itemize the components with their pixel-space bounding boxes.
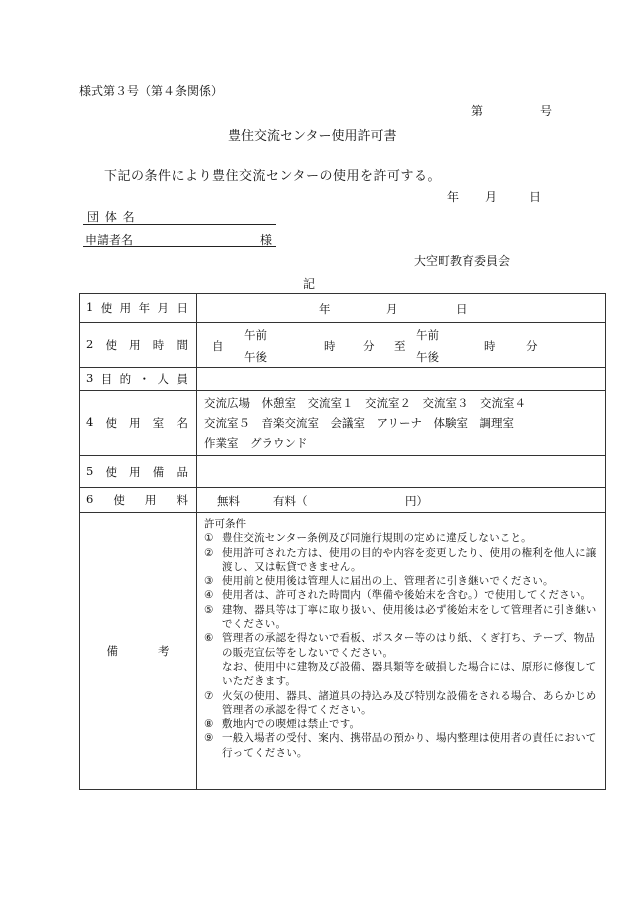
- condition-1: ① 豊住交流センター条例及び同施行規則の定めに違反しないこと。: [204, 532, 532, 545]
- ki-mark: 記: [303, 277, 316, 291]
- fee-yen: 円）: [405, 494, 428, 508]
- applicant-honorific: 様: [260, 233, 273, 247]
- condition-7: ⑦ 火気の使用、器具、諸道具の持込み及び特別な設備をされる場合、あらかじめ管理者の承認を得てください。: [204, 689, 597, 716]
- label-fee: 6 使 用 料: [80, 488, 197, 513]
- time-to-minute: 分: [526, 339, 538, 353]
- row-usage-time: [80, 323, 606, 368]
- applicant-label: 申請者名: [85, 233, 134, 247]
- time-from: 自: [212, 339, 224, 353]
- usage-time-field[interactable]: [197, 323, 606, 368]
- condition-8: ⑧ 敷地内での喫煙は禁止です。: [204, 718, 361, 731]
- row-purpose: [80, 368, 606, 391]
- purpose-field[interactable]: [197, 368, 606, 391]
- date-month: 月: [485, 190, 498, 204]
- time-from-am: 午前: [244, 328, 267, 342]
- usage-date-field[interactable]: [197, 294, 606, 323]
- permit-table: [79, 293, 606, 790]
- usage-day-unit: 日: [456, 302, 468, 316]
- rooms-field[interactable]: [197, 391, 606, 456]
- condition-6: ⑥ 管理者の承認を得ないで看板、ポスター等のはり紙、くぎ打ち、テープ、物品の販売宣伝等をしないでください。: [204, 632, 596, 659]
- time-to: 至: [394, 339, 406, 353]
- rooms-line-1: 交流広場 休憩室 交流室１ 交流室２ 交流室３ 交流室４: [204, 396, 526, 410]
- label-usage-date: 1 使 用 年 月 日: [80, 294, 197, 323]
- fee-free-option[interactable]: 無料: [217, 494, 240, 508]
- conditions-heading: 許可条件: [204, 518, 246, 530]
- time-to-hour: 時: [484, 339, 496, 353]
- time-from-minute: 分: [363, 339, 375, 353]
- time-to-pm: 午後: [416, 350, 439, 364]
- row-fee: [80, 488, 606, 513]
- usage-month-unit: 月: [386, 302, 398, 316]
- equipment-field[interactable]: [197, 456, 606, 488]
- label-rooms: 4 使 用 室 名: [80, 391, 197, 456]
- rooms-line-2: 交流室５ 音楽交流室 会議室 アリーナ 体験室 調理室: [204, 416, 515, 430]
- doc-number-suffix: 号: [540, 104, 553, 118]
- label-usage-time: 2 使 用 時 間: [80, 323, 197, 368]
- fee-paid-option[interactable]: 有料（: [273, 494, 308, 508]
- condition-2: ② 使用許可された方は、使用の目的や内容を変更したり、使用の権利を他人に譲渡し、又は転貸できません。: [204, 546, 597, 573]
- permit-conditions: [197, 513, 606, 790]
- permission-statement: 下記の条件により豊住交流センターの使用を許可する。: [104, 169, 441, 184]
- row-rooms: [80, 391, 606, 456]
- row-remarks: [80, 513, 606, 790]
- label-remarks: 備 考: [80, 513, 197, 790]
- doc-number-prefix: 第: [471, 104, 484, 118]
- label-equipment: 5 使 用 備 品: [80, 456, 197, 488]
- condition-3: ③ 使用前と使用後は管理人に届出の上、管理者に引き継いでください。: [204, 575, 554, 588]
- date-year: 年: [447, 190, 460, 204]
- condition-5: ⑤ 建物、器具等は丁寧に取り扱い、使用後は必ず後始末をして管理者に引き継いでください。: [204, 603, 597, 631]
- fee-field[interactable]: [197, 488, 606, 513]
- time-from-hour: 時: [324, 339, 336, 353]
- applicant-underline: [83, 246, 276, 247]
- document-title: 豊住交流センター使用許可書: [228, 129, 397, 144]
- form-number: 様式第３号（第４条関係）: [79, 84, 224, 98]
- group-name-underline: [83, 224, 276, 225]
- label-purpose: 3 目 的 ・ 人 員: [80, 368, 197, 391]
- date-day: 日: [529, 190, 542, 204]
- time-to-am: 午前: [416, 328, 439, 342]
- issuer: 大空町教育委員会: [414, 254, 511, 268]
- group-name-label: 団 体 名: [87, 210, 136, 224]
- usage-year-unit: 年: [319, 302, 331, 316]
- time-from-pm: 午後: [244, 350, 267, 364]
- rooms-line-3: 作業室 グラウンド: [204, 436, 308, 450]
- row-usage-date: [80, 294, 606, 323]
- row-equipment: [80, 456, 606, 488]
- condition-4: ④ 使用者は、許可された時間内（準備や後始末を含む。）で使用してください。: [204, 589, 592, 602]
- damage-note: なお、使用中に建物及び設備、器具類等を破損した場合には、原形に修復していただきます。: [222, 660, 597, 688]
- condition-9: ⑨ 一般入場者の受付、案内、携帯品の預かり、場内整理は使用者の責任において行ってください。: [204, 732, 597, 759]
